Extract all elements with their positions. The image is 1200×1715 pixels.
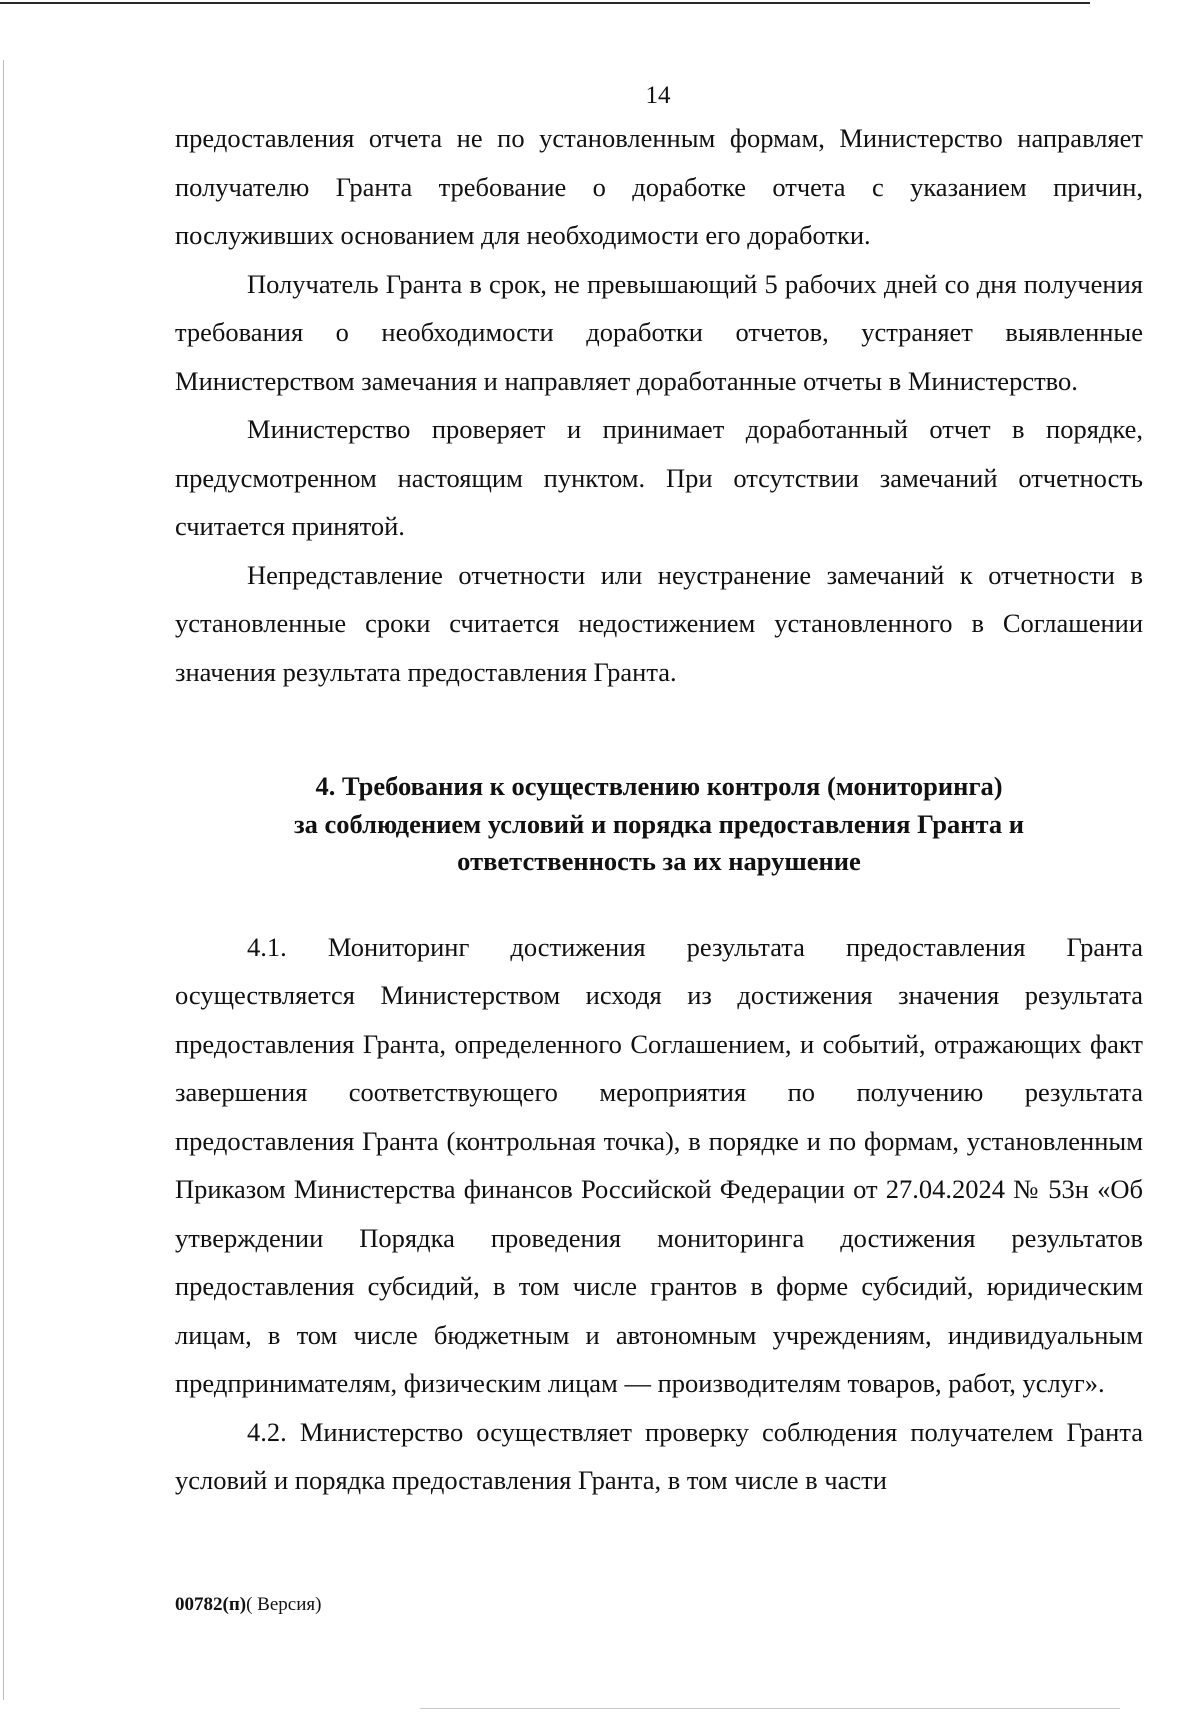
scan-edge-top [0,2,1090,4]
section-heading [175,768,1143,881]
document-body [175,114,1143,1505]
scan-edge-left [3,60,4,1700]
document-footer [175,1594,321,1616]
paragraph-4-1-monitoring: 4.1. Мониторинг достижения результата предоставления Гранта осуществляется Министерством исходя из достижения значения результата предоставления Гранта, определенного Соглашением, и событий, отражающих факт завершения соответствующего мероприятия по получению результата предоставления Гранта (контрольная точка), в порядке и по формам, установленным Приказом Министерства финансов Российской Федерации от 27.04.2024 № 53н «Об утверждении Порядка проведения мониторинга достижения результатов предоставления субсидий, в том числе грантов в форме субсидий, юридическим лицам, в том числе бюджетным и автономным учреждениям, индивидуальным предпринимателям, физическим лицам — производителям товаров, работ, услуг». [175,931,1143,1398]
scan-edge-bottom [420,1708,1120,1709]
section-heading-line-3: ответственность за их нарушение [457,846,861,876]
section-heading-line-1: 4. Требования к осуществлению контроля (мониторинга) [315,771,1003,801]
paragraph-recipient-corrections: Получатель Гранта в срок, не превышающий 5 рабочих дней со дня получения требования о необходимости доработки отчетов, устраняет выявленные Министерством замечания и направляет доработанные отчеты в Министерство. [175,268,1143,396]
section-heading-line-2: за соблюдением условий и порядка предоставления Гранта и [293,808,1025,839]
page-number: 14 [645,82,671,109]
paragraph-ministry-acceptance: Министерство проверяет и принимает доработанный отчет в порядке, предусмотренном настоящим пунктом. При отсутствии замечаний отчетность считается принятой. [175,414,1143,541]
paragraph-4-2-verification: 4.2. Министерство осуществляет проверку соблюдения получателем Гранта условий и порядка предоставления Гранта, в том числе в части [175,1416,1143,1495]
paragraph-report-revision-request: предоставления отчета не по установленным формам, Министерство направляет получателю Гранта требование о доработке отчета с указанием причин, послуживших основанием для необходимости его доработки. [175,123,1143,250]
footer-version: ( Версия) [246,1594,322,1615]
footer-code: 00782(п) [175,1594,247,1615]
paragraph-non-submission: Непредставление отчетности или неустранение замечаний к отчетности в установленные сроки считается недостижением установленного в Соглашении значения результата предоставления Гранта. [175,559,1143,687]
